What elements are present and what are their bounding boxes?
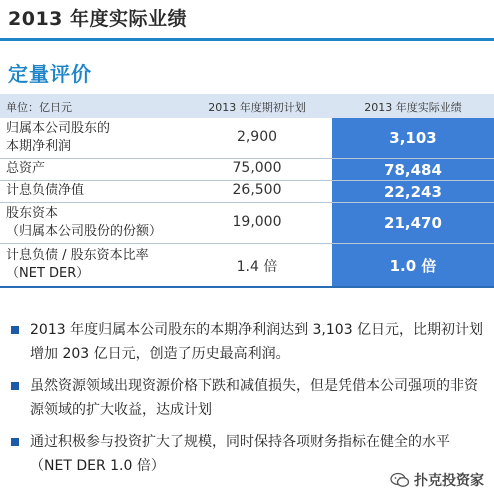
- actual-value: 1.0 倍: [332, 244, 494, 286]
- results-table: [0, 94, 494, 288]
- plan-value: 2,900: [236, 129, 278, 145]
- plan-value: 1.4 倍: [236, 259, 278, 275]
- page-title: 2013 年度实际业绩: [8, 8, 187, 30]
- bullet-square-icon: [11, 382, 19, 390]
- bullet-item: 虽然资源领域出现资源价格下跌和减值损失，但是凭借本公司强项的非资源领域的扩大收益，达成计划: [0, 374, 494, 422]
- actual-value: 22,243: [332, 181, 494, 202]
- actual-value: 78,484: [332, 159, 494, 180]
- watermark-text: 扑克投资家: [414, 473, 484, 489]
- table-row: [0, 118, 494, 159]
- bullet-list: [0, 318, 494, 478]
- row-label: 归属本公司股东的 本期净利润: [6, 121, 111, 154]
- table-row: [0, 159, 494, 181]
- title-divider: [0, 38, 494, 41]
- unit-header: 单位：亿日元: [6, 101, 72, 114]
- row-label: 股东资本 （归属本公司股份的份额）: [6, 206, 163, 239]
- wechat-icon: [390, 472, 410, 488]
- section-title: 定量评价: [8, 62, 92, 86]
- plan-value: 75,000: [232, 160, 282, 176]
- plan-value: 26,500: [232, 182, 282, 198]
- watermark: [388, 470, 486, 490]
- row-label: 计息负债 / 股东资本比率 （NET DER）: [6, 248, 149, 281]
- bullet-square-icon: [11, 438, 19, 446]
- actual-value: 3,103: [332, 118, 494, 158]
- bullet-item: 2013 年度归属本公司股东的本期净利润达到 3,103 亿日元，比期初计划增加 203 亿日元，创造了历史最高利润。: [0, 318, 494, 366]
- plan-header: 2013 年度期初计划: [208, 101, 306, 114]
- row-label: 计息负债净值: [6, 183, 85, 198]
- actual-value: 21,470: [332, 203, 494, 243]
- bullet-square-icon: [11, 326, 19, 334]
- bullet-item: 通过积极参与投资扩大了规模，同时保持各项财务指标在健全的水平（NET DER 1.0 倍）: [0, 430, 494, 478]
- table-row: [0, 203, 494, 244]
- table-row: [0, 181, 494, 203]
- table-row: [0, 244, 494, 288]
- row-label: 总资产: [6, 161, 46, 176]
- actual-header: 2013 年度实际业绩: [364, 101, 462, 114]
- plan-value: 19,000: [232, 214, 282, 230]
- table-header: [0, 94, 494, 118]
